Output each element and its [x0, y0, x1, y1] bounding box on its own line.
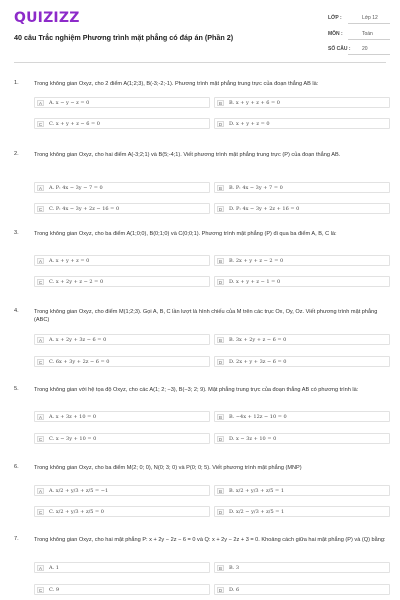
- option-letter-badge: A: [38, 100, 42, 106]
- option-letter-badge: D: [218, 121, 223, 127]
- answer-option-d[interactable]: [214, 506, 390, 517]
- answer-option-a[interactable]: [34, 182, 210, 193]
- question-text: Trong không gian với hệ tọa độ Oxyz, cho các A(1; 2; −3), B(−3; 2; 9). Mặt phẳng trung trực của đoạn thẳng AB có phương trình là:: [34, 387, 359, 393]
- option-text: C. 9: [49, 587, 60, 593]
- option-text: D. 6: [229, 587, 240, 593]
- question-number: 6.: [14, 464, 19, 470]
- option-text: D. x + y + z − 1 = 0: [229, 279, 281, 285]
- answer-option-c[interactable]: [34, 276, 210, 287]
- option-letter-badge: B: [218, 565, 222, 571]
- worksheet-header: [0, 0, 400, 64]
- question-number: 1.: [14, 80, 19, 86]
- option-letter-badge: D: [218, 206, 223, 212]
- option-letter-badge: B: [218, 100, 222, 106]
- answer-option-a[interactable]: [34, 485, 210, 496]
- answer-option-c[interactable]: [34, 118, 210, 129]
- option-text: C. x + y + z − 6 = 0: [49, 121, 100, 127]
- answer-option-b[interactable]: [214, 334, 390, 345]
- answer-option-d[interactable]: [214, 203, 390, 214]
- question-text: Trong không gian Oxyz, cho 2 điểm A(1;2;3), B(-3;-2;-1). Phương trình mặt phẳng trung trực của đoạn thẳng AB là:: [34, 81, 319, 87]
- answer-option-b[interactable]: [214, 562, 390, 573]
- answer-option-d[interactable]: [214, 584, 390, 595]
- header-divider: [14, 62, 386, 63]
- option-text: D. x − 3z + 10 = 0: [229, 436, 277, 442]
- answer-option-b[interactable]: [214, 411, 390, 422]
- option-text: C. x/2 + y/3 + z/5 = 0: [49, 509, 104, 515]
- option-text: A. P: 4x − 3y − 7 = 0: [49, 185, 103, 191]
- meta-subject-label: MÔN :: [328, 31, 343, 37]
- option-text: C. x + 2y + z − 2 = 0: [49, 279, 104, 285]
- option-text: B. 2x + y + z − 2 = 0: [229, 258, 284, 264]
- option-letter-badge: C: [38, 587, 43, 593]
- meta-subject-value: Toán: [362, 31, 373, 37]
- option-letter-badge: B: [218, 258, 222, 264]
- answer-option-a[interactable]: [34, 562, 210, 573]
- option-text: C. P: 4x − 3y + 2z − 16 = 0: [49, 206, 120, 212]
- option-letter-badge: A: [38, 565, 42, 571]
- option-letter-badge: A: [38, 258, 42, 264]
- option-text: A. x + 2y + 3z − 6 = 0: [49, 337, 107, 343]
- answer-option-d[interactable]: [214, 118, 390, 129]
- option-text: D. x/2 − y/3 + z/5 = 1: [229, 509, 285, 515]
- meta-class-label: LỚP :: [328, 15, 342, 21]
- answer-option-d[interactable]: [214, 433, 390, 444]
- option-letter-badge: B: [218, 414, 222, 420]
- question-text: Trong không gian Oxyz, cho hai điểm A(-3;2;1) và B(5;-4;1). Viết phương trình mặt phẳng trung trực (P) của đoạn thẳng AB.: [34, 152, 341, 158]
- option-text: B. P: 4x − 3y + 7 = 0: [229, 185, 283, 191]
- answer-option-c[interactable]: [34, 506, 210, 517]
- answer-option-b[interactable]: [214, 97, 390, 108]
- question-number: 2.: [14, 151, 19, 157]
- question-number: 4.: [14, 308, 19, 314]
- quizizz-logo: QUIZIZZ: [14, 10, 80, 26]
- option-text: D. 2x + y + 3z − 6 = 0: [229, 359, 287, 365]
- answer-option-a[interactable]: [34, 97, 210, 108]
- option-letter-badge: C: [38, 206, 43, 212]
- question-number: 3.: [14, 230, 19, 236]
- option-letter-badge: A: [38, 414, 42, 420]
- option-text: A. x + 3z + 10 = 0: [49, 414, 97, 420]
- option-text: C. x − 3y + 10 = 0: [49, 436, 97, 442]
- answer-option-c[interactable]: [34, 584, 210, 595]
- question-text: Trong không gian Oxyz, cho hai mặt phẳng P: x + 2y − 2z − 6 = 0 và Q: x + 2y − 2z + 3 = 0. Khoảng cách giữa hai mặt phẳng (P) và (Q) bằng:: [34, 537, 386, 543]
- option-text: A. x + y + z = 0: [49, 258, 90, 264]
- option-letter-badge: C: [38, 121, 43, 127]
- option-text: A. 1: [49, 565, 59, 571]
- option-text: D. P: 4x − 3y + 2z + 16 = 0: [229, 206, 300, 212]
- answer-option-a[interactable]: [34, 255, 210, 266]
- option-text: B. 3: [229, 565, 240, 571]
- option-letter-badge: C: [38, 359, 43, 365]
- meta-class-row: [290, 12, 390, 24]
- question-text: Trong không gian Oxyz, cho ba điểm A(1;0;0), B(0;1;0) và C(0;0;1). Phương trình mặt phẳng (P) đi qua ba điểm A, B, C là:: [34, 231, 337, 237]
- answer-option-c[interactable]: [34, 356, 210, 367]
- option-text: C. 6x + 3y + 2z − 6 = 0: [49, 359, 110, 365]
- question-text: Trong không gian Oxyz, cho ba điểm M(2; 0; 0), N(0; 3; 0) và P(0; 0; 5). Viết phương trình mặt phẳng (MNP): [34, 465, 302, 471]
- option-letter-badge: D: [218, 587, 223, 593]
- answer-option-a[interactable]: [34, 334, 210, 345]
- option-text: A. x/2 + y/3 + z/5 = −1: [49, 488, 109, 494]
- option-letter-badge: D: [218, 359, 223, 365]
- answer-option-c[interactable]: [34, 203, 210, 214]
- page-title: 40 câu Trắc nghiệm Phương trình mặt phẳng có đáp án (Phần 2): [14, 33, 234, 42]
- option-letter-badge: C: [38, 279, 43, 285]
- answer-option-b[interactable]: [214, 182, 390, 193]
- answer-option-b[interactable]: [214, 255, 390, 266]
- option-letter-badge: B: [218, 488, 222, 494]
- question-number: 7.: [14, 536, 19, 542]
- meta-class-value: Lớp 12: [362, 15, 378, 21]
- question-text: Trong không gian Oxyz, cho điểm M(1;2;3). Gọi A, B, C lần lượt là hình chiếu của M trên các trục Ox, Oy, Oz. Viết phương trình mặt phẳng (ABC): [34, 309, 378, 323]
- option-letter-badge: D: [218, 509, 223, 515]
- meta-count-value: 20: [362, 46, 368, 52]
- option-letter-badge: A: [38, 337, 42, 343]
- answer-option-c[interactable]: [34, 433, 210, 444]
- option-letter-badge: B: [218, 185, 222, 191]
- answer-option-d[interactable]: [214, 276, 390, 287]
- meta-count-label: SỐ CÂU :: [328, 46, 351, 52]
- option-text: B. x/2 + y/3 + z/5 = 1: [229, 488, 285, 494]
- meta-count-row: [290, 43, 390, 55]
- answer-option-d[interactable]: [214, 356, 390, 367]
- answer-option-a[interactable]: [34, 411, 210, 422]
- meta-divider: [348, 54, 390, 55]
- option-text: B. x + y + z + 6 = 0: [229, 100, 280, 106]
- option-text: B. −4x + 12z − 10 = 0: [229, 414, 287, 420]
- option-text: A. x − y − z = 0: [49, 100, 90, 106]
- option-letter-badge: B: [218, 337, 222, 343]
- option-letter-badge: C: [38, 436, 43, 442]
- option-letter-badge: C: [38, 509, 43, 515]
- option-text: B. 3x + 2y + z − 6 = 0: [229, 337, 287, 343]
- option-letter-badge: A: [38, 185, 42, 191]
- answer-option-b[interactable]: [214, 485, 390, 496]
- question-number: 5.: [14, 386, 19, 392]
- meta-divider: [348, 39, 390, 40]
- meta-subject-row: [290, 28, 390, 40]
- option-letter-badge: A: [38, 488, 42, 494]
- option-letter-badge: D: [218, 436, 223, 442]
- option-letter-badge: D: [218, 279, 223, 285]
- meta-divider: [348, 23, 390, 24]
- option-text: D. x + y + z = 0: [229, 121, 270, 127]
